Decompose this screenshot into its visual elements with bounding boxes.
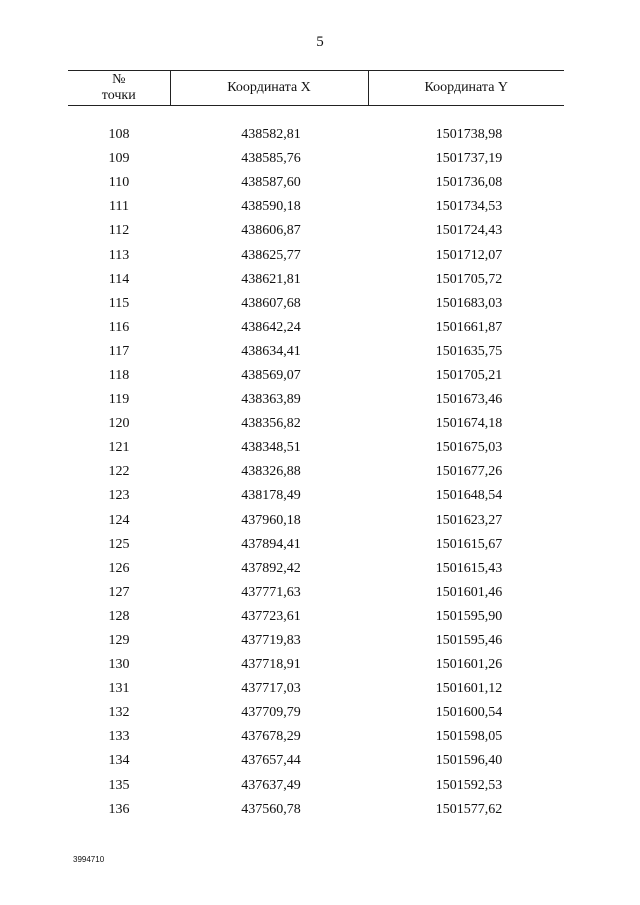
table-row [68,388,564,412]
table-row [68,292,564,316]
table-row [68,557,564,581]
coordinate-y-cell: 1501737,19 [435,151,503,167]
table-row [68,509,564,533]
coordinate-x-cell: 438634,41 [241,343,301,359]
point-number-cell: 133 [108,729,130,745]
coordinate-y-cell: 1501724,43 [435,223,503,239]
coordinate-y-cell: 1501661,87 [435,319,503,335]
coordinate-y-cell: 1501705,21 [435,367,503,383]
table-row [68,316,564,340]
table-row [68,171,564,195]
table-row [68,749,564,773]
table-row [68,147,564,171]
point-number-cell: 129 [108,633,130,649]
coordinate-x-cell: 437637,49 [241,777,301,793]
table-row [68,340,564,364]
coordinate-x-cell: 437723,61 [241,608,301,624]
point-number-cell: 127 [108,584,130,600]
coordinate-x-cell: 437894,41 [241,536,301,552]
coordinate-x-cell: 437678,29 [241,729,301,745]
point-number-cell: 124 [108,512,130,528]
header-coordinate-x: Координата X [170,71,368,106]
coordinate-y-cell: 1501615,67 [435,536,503,552]
coordinate-x-cell: 437718,91 [241,657,301,673]
point-number-cell: 122 [108,464,130,480]
point-number-cell: 121 [108,440,130,456]
point-number-cell: 135 [108,777,130,793]
table-row [68,677,564,701]
coordinate-x-cell: 438582,81 [241,127,301,143]
coordinate-x-cell: 438348,51 [241,440,301,456]
coordinate-x-cell: 437717,03 [241,681,301,697]
table-spacer-row [68,106,564,124]
coordinate-y-cell: 1501673,46 [435,392,503,408]
coordinate-y-cell: 1501596,40 [435,753,503,769]
coordinate-x-cell: 437719,83 [241,633,301,649]
table-body [68,106,564,822]
table-row [68,581,564,605]
table-row [68,484,564,508]
coordinate-y-cell: 1501601,12 [435,681,503,697]
coordinate-y-cell: 1501600,54 [435,705,503,721]
point-number-cell: 110 [108,175,130,191]
table-row [68,774,564,798]
table-row [68,605,564,629]
coordinate-y-cell: 1501736,08 [435,175,503,191]
table-row [68,460,564,484]
coordinate-x-cell: 437771,63 [241,584,301,600]
coordinate-x-cell: 438607,68 [241,295,301,311]
point-number-cell: 108 [108,127,130,143]
point-number-cell: 126 [108,560,130,576]
point-number-cell: 112 [108,223,130,239]
coordinate-y-cell: 1501595,46 [435,633,503,649]
table-row [68,701,564,725]
coordinate-x-cell: 438642,24 [241,319,301,335]
point-number-cell: 114 [108,271,130,287]
coordinate-y-cell: 1501648,54 [435,488,503,504]
point-number-cell: 119 [108,392,130,408]
coordinate-y-cell: 1501598,05 [435,729,503,745]
document-code: 3994710 [73,855,105,864]
point-number-cell: 120 [108,416,130,432]
coordinate-y-cell: 1501738,98 [435,127,503,143]
coordinate-x-cell: 438606,87 [241,223,301,239]
point-number-cell: 109 [108,151,130,167]
point-number-cell: 136 [108,801,130,817]
coordinate-y-cell: 1501601,26 [435,657,503,673]
point-number-cell: 125 [108,536,130,552]
coordinate-y-cell: 1501592,53 [435,777,503,793]
coordinate-x-cell: 438363,89 [241,392,301,408]
table-row [68,533,564,557]
table-row [68,412,564,436]
coordinate-x-cell: 438625,77 [241,247,301,263]
table-row [68,243,564,267]
coordinates-table-container [68,70,564,822]
header-point-number [68,71,170,106]
coordinate-x-cell: 438178,49 [241,488,301,504]
table-row [68,219,564,243]
table-header [68,71,564,106]
point-number-cell: 118 [108,367,130,383]
header-coordinate-y: Координата Y [368,71,564,106]
coordinate-x-cell: 437709,79 [241,705,301,721]
coordinate-y-cell: 1501601,46 [435,584,503,600]
coordinate-x-cell: 437560,78 [241,801,301,817]
coordinate-y-cell: 1501705,72 [435,271,503,287]
coordinate-y-cell: 1501675,03 [435,440,503,456]
point-number-cell: 123 [108,488,130,504]
coordinate-x-cell: 437960,18 [241,512,301,528]
table-row [68,436,564,460]
header-point-number-label: точки [101,88,136,103]
coordinate-y-cell: 1501683,03 [435,295,503,311]
coordinate-x-cell: 437892,42 [241,560,301,576]
table-row [68,653,564,677]
point-number-cell: 116 [108,319,130,335]
point-number-cell: 130 [108,657,130,673]
point-number-cell: 115 [108,295,130,311]
coordinate-y-cell: 1501712,07 [435,247,503,263]
table-row [68,798,564,822]
table-row [68,725,564,749]
coordinate-x-cell: 438590,18 [241,199,301,215]
coordinate-y-cell: 1501734,53 [435,199,503,215]
coordinate-y-cell: 1501635,75 [435,343,503,359]
point-number-cell: 117 [108,343,130,359]
coordinate-x-cell: 438356,82 [241,416,301,432]
point-number-cell: 131 [108,681,130,697]
coordinate-x-cell: 438326,88 [241,464,301,480]
coordinate-x-cell: 438569,07 [241,367,301,383]
table-row [68,123,564,147]
table-row [68,195,564,219]
point-number-cell: 128 [108,608,130,624]
header-point-number-symbol: № [112,72,126,87]
table-row [68,268,564,292]
coordinate-y-cell: 1501623,27 [435,512,503,528]
table-row [68,364,564,388]
coordinate-y-cell: 1501577,62 [435,801,503,817]
point-number-cell: 113 [108,247,130,263]
coordinate-y-cell: 1501674,18 [435,416,503,432]
coordinate-x-cell: 438585,76 [241,151,301,167]
point-number-cell: 111 [109,199,129,215]
coordinates-table [68,70,564,822]
coordinate-x-cell: 437657,44 [241,753,301,769]
coordinate-x-cell: 438621,81 [241,271,301,287]
table-row [68,629,564,653]
coordinate-y-cell: 1501615,43 [435,560,503,576]
coordinate-x-cell: 438587,60 [241,175,301,191]
point-number-cell: 134 [108,753,130,769]
point-number-cell: 132 [108,705,130,721]
coordinate-y-cell: 1501677,26 [435,464,503,480]
page-number: 5 [316,34,324,50]
coordinate-y-cell: 1501595,90 [435,608,503,624]
